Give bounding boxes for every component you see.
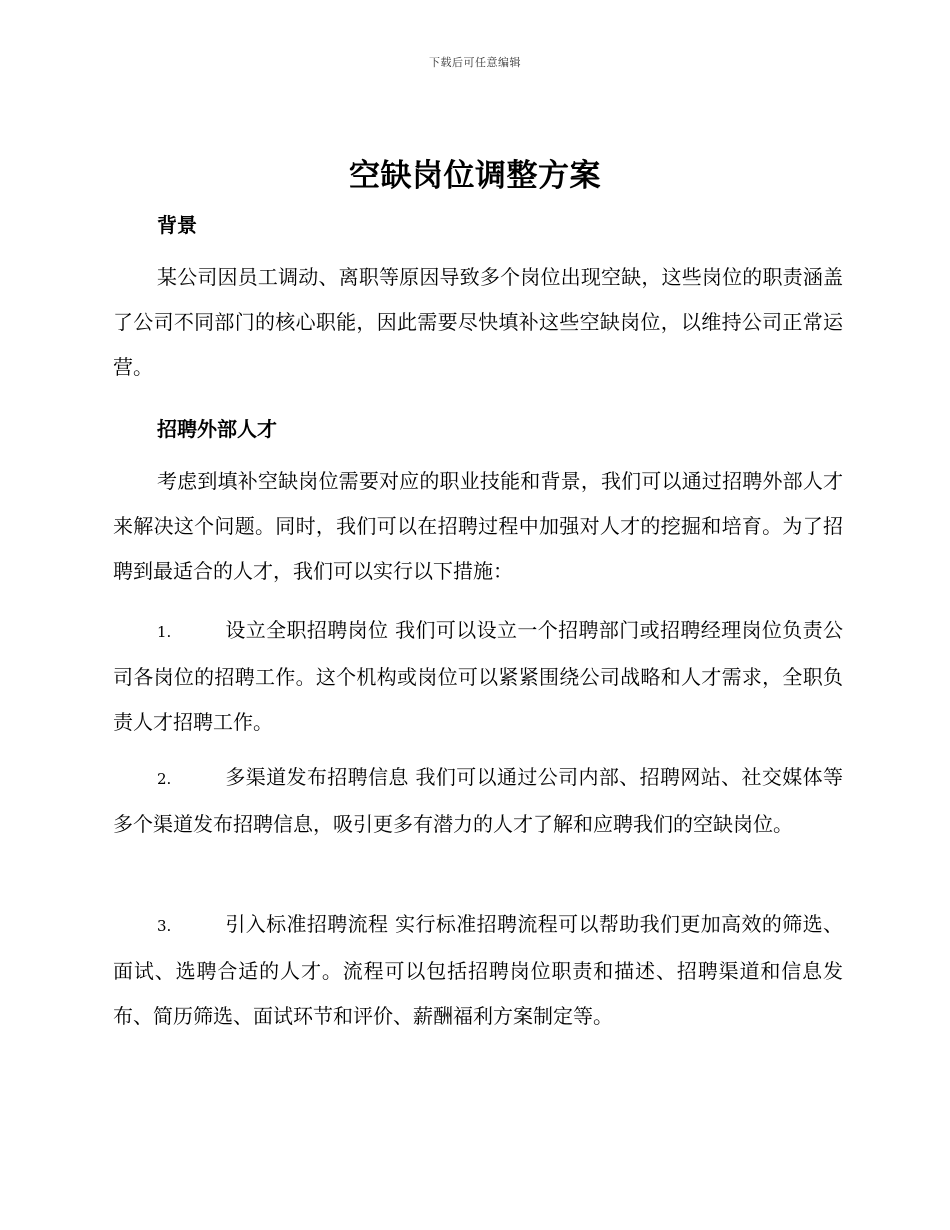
list-item-text: 引入标准招聘流程 实行标准招聘流程可以帮助我们更加高效的筛选、面试、选聘合适的人才。流程可以包括招聘岗位职责和描述、招聘渠道和信息发布、简历筛选、面试环节和评价、薪酬福利方案制定等。 bbox=[113, 912, 843, 1028]
list-item-text: 多渠道发布招聘信息 我们可以通过公司内部、招聘网站、社交媒体等多个渠道发布招聘信息，吸引更多有潜力的人才了解和应聘我们的空缺岗位。 bbox=[113, 765, 843, 836]
section-heading-external-talent: 招聘外部人才 bbox=[157, 417, 277, 441]
list-item-text: 设立全职招聘岗位 我们可以设立一个招聘部门或招聘经理岗位负责公司各岗位的招聘工作。这个机构或岗位可以紧紧围绕公司战略和人才需求，全职负责人才招聘工作。 bbox=[113, 618, 843, 734]
paragraph-external-talent: 考虑到填补空缺岗位需要对应的职业技能和背景，我们可以通过招聘外部人才来解决这个问题。同时，我们可以在招聘过程中加强对人才的挖掘和培育。为了招聘到最适合的人才，我们可以实行以下措施： bbox=[113, 469, 843, 583]
list-item bbox=[113, 608, 843, 745]
header-note: 下载后可任意编辑 bbox=[429, 56, 521, 69]
list-item-number: 3. bbox=[157, 917, 172, 935]
section-heading-background: 背景 bbox=[157, 213, 197, 237]
list-item bbox=[113, 755, 843, 847]
paragraph-background: 某公司因员工调动、离职等原因导致多个岗位出现空缺，这些岗位的职责涵盖了公司不同部门的核心职能，因此需要尽快填补这些空缺岗位，以维持公司正常运营。 bbox=[113, 265, 843, 379]
list-item-number: 2. bbox=[157, 770, 172, 788]
document-title: 空缺岗位调整方案 bbox=[349, 158, 601, 194]
list-item-number: 1. bbox=[157, 623, 172, 641]
list-item bbox=[113, 902, 843, 1039]
